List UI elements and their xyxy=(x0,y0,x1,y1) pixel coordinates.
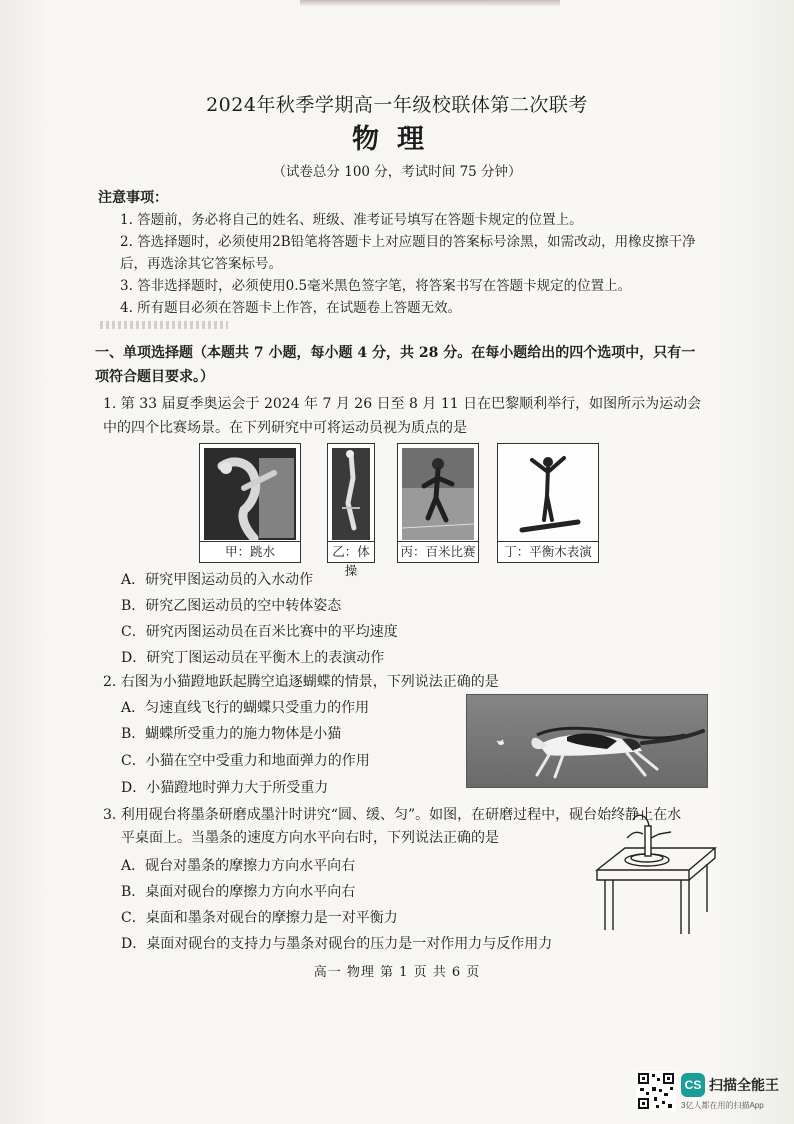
balance-beam-photo xyxy=(502,448,594,540)
figure-balance-beam xyxy=(497,443,599,563)
exam-time-info: （试卷总分 100 分，考试时间 75 分钟） xyxy=(272,164,522,180)
question-3-option-d: D．桌面对砚台的支持力与墨条对砚台的压力是一对作用力与反作用力 xyxy=(121,936,553,952)
notice-heading: 注意事项： xyxy=(98,190,168,206)
figure-gymnastics xyxy=(327,443,375,578)
question-1-option-d: D．研究丁图运动员在平衡木上的表演动作 xyxy=(121,650,385,666)
inkstone-diagram xyxy=(585,808,725,938)
notice-item: 3. 答非选择题时，必须使用0.5毫米黑色签字笔，将答案书写在答题卡规定的位置上。 xyxy=(120,278,632,294)
question-1-option-c: C．研究丙图运动员在百米比赛中的平均速度 xyxy=(121,624,398,640)
figure-caption: 甲：跳水 xyxy=(200,541,300,562)
cat-butterfly-photo xyxy=(466,694,708,788)
sprint-photo xyxy=(402,448,474,540)
figure-caption: 乙：体操 xyxy=(328,541,374,562)
question-3-stem-cont: 平桌面上。当墨条的速度方向水平向右时，下列说法正确的是 xyxy=(121,830,499,846)
page-footer: 高一 物理 第 1 页 共 6 页 xyxy=(313,965,481,980)
question-3-option-b: B．桌面对砚台的摩擦力方向水平向右 xyxy=(121,884,356,900)
notice-item: 1. 答题前，务必将自己的姓名、班级、准考证号填写在答题卡规定的位置上。 xyxy=(120,212,583,228)
diving-photo xyxy=(204,448,296,540)
scan-smudge xyxy=(100,321,228,329)
camscanner-logo: CS xyxy=(681,1073,705,1097)
camscanner-tagline: 3亿人都在用的扫描App xyxy=(681,1101,764,1110)
figure-caption: 丙：百米比赛 xyxy=(398,541,478,562)
section-heading: 一、单项选择题（本题共 7 小题，每小题 4 分，共 28 分。在每小题给出的四个选项中，只有一项符合题目要求。） xyxy=(95,345,696,385)
exam-title: 2024年秋季学期高一年级校联体第二次联考 xyxy=(206,94,588,116)
figure-sprint xyxy=(397,443,479,563)
question-1-option-a: A．研究甲图运动员的入水动作 xyxy=(121,572,314,588)
notice-item: 4. 所有题目必须在答题卡上作答，在试题卷上答题无效。 xyxy=(120,300,462,316)
gymnastics-photo xyxy=(332,448,370,540)
scan-shadow xyxy=(300,0,560,6)
question-1-figures xyxy=(199,443,599,578)
figure-caption: 丁：平衡木表演 xyxy=(498,541,598,562)
question-3-option-a: A．砚台对墨条的摩擦力方向水平向右 xyxy=(121,858,356,874)
notice-item: 2. 答选择题时，必须使用2B铅笔将答题卡上对应题目的答案标号涂黑，如需改动，用橡皮擦干净后，再选涂其它答案标号。 xyxy=(120,234,696,272)
question-2-option-c: C．小猫在空中受重力和地面弹力的作用 xyxy=(121,753,370,769)
question-3-option-c: C．桌面和墨条对砚台的摩擦力是一对平衡力 xyxy=(121,910,398,926)
question-2-option-a: A．匀速直线飞行的蝴蝶只受重力的作用 xyxy=(121,700,370,716)
question-1-stem: 1. 第 33 届夏季奥运会于 2024 年 7 月 26 日至 8 月 11 日在巴黎顺利举行，如图所示为运动会中的四个比赛场景。在下列研究中可将运动员视为质点的是 xyxy=(103,396,702,436)
question-2-stem: 2. 右图为小猫蹬地跃起腾空追逐蝴蝶的情景，下列说法正确的是 xyxy=(103,674,499,690)
qr-code-icon xyxy=(636,1071,676,1111)
question-2-option-d: D．小猫蹬地时弹力大于所受重力 xyxy=(121,780,329,796)
camscanner-name: 扫描全能王 xyxy=(709,1077,779,1093)
figure-diving xyxy=(199,443,301,563)
question-3-stem: 3. 利用砚台将墨条研磨成墨汁时讲究“圆、缓、匀”。如图，在研磨过程中，砚台始终静止在水 xyxy=(103,807,682,823)
question-2-option-b: B．蝴蝶所受重力的施力物体是小猫 xyxy=(121,726,342,742)
question-1-option-b: B．研究乙图运动员的空中转体姿态 xyxy=(121,598,342,614)
subject-heading: 物理 xyxy=(352,124,442,155)
